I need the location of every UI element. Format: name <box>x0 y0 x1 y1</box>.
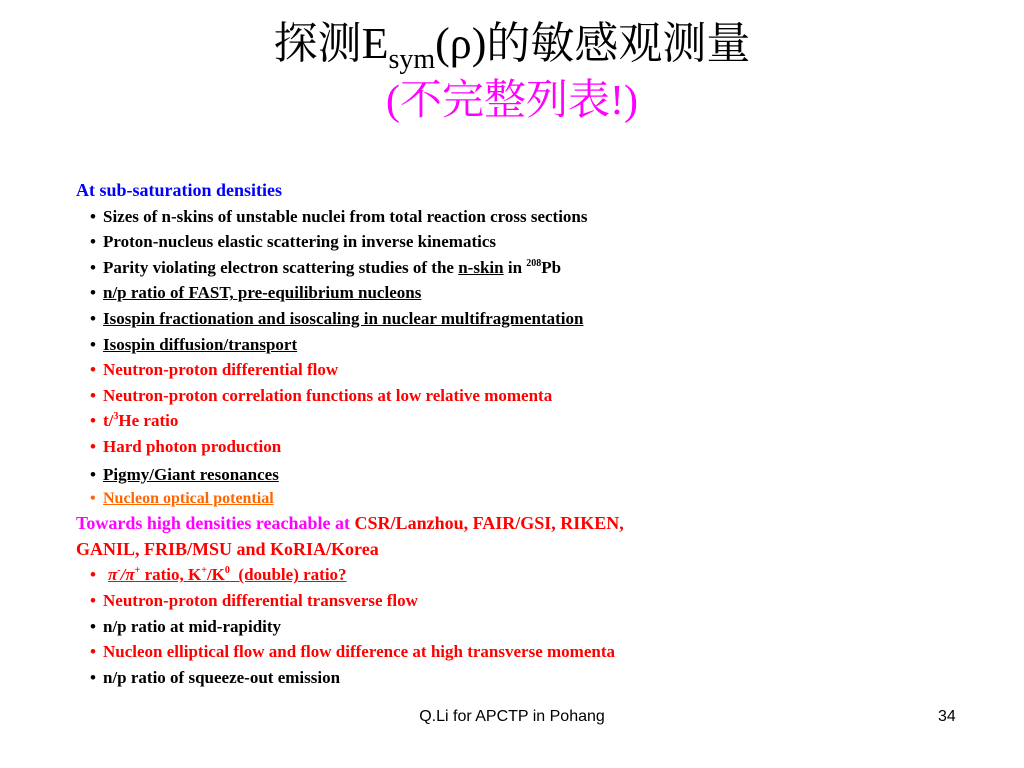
item-text: t/ <box>103 411 114 431</box>
pi-symbol: π <box>108 565 118 585</box>
superscript: + <box>201 565 207 577</box>
slide-subtitle: (不完整列表!) <box>386 78 638 124</box>
superscript: 3 <box>113 411 119 423</box>
list-item <box>76 434 976 460</box>
item-text: Neutron-proton correlation functions at low relative momenta <box>103 385 553 405</box>
item-text: Hard photon production <box>103 436 282 456</box>
list-item <box>76 229 976 255</box>
item-text: Nucleon optical potential <box>103 490 274 508</box>
bullet-icon: • <box>90 206 96 226</box>
bullet-icon: • <box>90 411 96 431</box>
bullet-icon: • <box>90 232 96 252</box>
bullet-icon: • <box>90 360 96 380</box>
item-text: Nucleon elliptical flow and flow difference at high transverse momenta <box>103 642 615 662</box>
superscript: + <box>134 565 141 577</box>
item-text: in <box>503 257 527 277</box>
item-text: Parity violating electron scattering studies of the <box>103 257 454 277</box>
list-item <box>76 614 976 640</box>
list-item <box>76 639 976 665</box>
footer-text: Q.Li for APCTP in Pohang <box>419 708 605 725</box>
superscript: - <box>117 565 121 577</box>
bullet-icon: • <box>90 308 96 328</box>
item-text-underlined: n-skin <box>458 257 504 277</box>
item-text: Proton-nucleus elastic scattering in inverse kinematics <box>103 232 497 252</box>
bullet-icon: • <box>90 616 96 636</box>
item-text: n/p ratio of squeeze-out emission <box>103 667 341 687</box>
item-text: Isospin diffusion/transport <box>103 334 298 354</box>
superscript: 0 <box>224 565 230 577</box>
item-text: n/p ratio of FAST, pre-equilibrium nucleons <box>103 283 422 303</box>
item-text: Pb <box>541 257 562 277</box>
item-text: Neutron-proton differential transverse flow <box>103 590 418 610</box>
item-text: Pigmy/Giant resonances <box>103 464 279 484</box>
item-text: n/p ratio at mid-rapidity <box>103 616 282 636</box>
bullet-icon: • <box>90 283 96 303</box>
bullet-icon: • <box>90 334 96 354</box>
list-item <box>76 462 976 488</box>
bullet-icon: • <box>90 642 96 662</box>
list-item <box>76 588 976 614</box>
superscript: 208 <box>526 257 542 269</box>
list-item <box>76 280 976 306</box>
slide-content <box>76 178 976 690</box>
item-text: Sizes of n-skins of unstable nuclei from total reaction cross sections <box>103 206 588 226</box>
list-item <box>76 332 976 358</box>
list-item <box>76 204 976 230</box>
bullet-icon: • <box>90 436 96 456</box>
section2-heading-cont: GANIL, FRIB/MSU and KoRIA/Korea <box>76 538 379 559</box>
item-text: ratio, K <box>140 565 202 585</box>
list-item <box>76 408 976 434</box>
bullet-icon: • <box>90 565 96 585</box>
page-number: 34 <box>938 708 956 725</box>
list-item <box>76 562 976 588</box>
title-subscript: sym <box>388 44 436 75</box>
item-text: Isospin fractionation and isoscaling in nuclear multifragmentation <box>103 308 584 328</box>
bullet-icon: • <box>90 590 96 610</box>
bullet-icon: • <box>90 667 96 687</box>
item-text: He ratio <box>118 411 179 431</box>
list-item <box>76 255 976 281</box>
list-item <box>76 487 976 511</box>
item-text: Neutron-proton differential flow <box>103 360 339 380</box>
list-item <box>76 383 976 409</box>
list-item <box>76 357 976 383</box>
bullet-icon: • <box>90 257 96 277</box>
pi-symbol: /π <box>120 565 135 585</box>
title-suffix: (ρ)的敏感观测量 <box>435 19 751 68</box>
list-item <box>76 306 976 332</box>
bullet-icon: • <box>90 385 96 405</box>
bullet-icon: • <box>90 490 96 508</box>
section1-heading: At sub-saturation densities <box>76 180 283 200</box>
heading-part: CSR/Lanzhou, FAIR/GSI, RIKEN, <box>354 513 624 534</box>
section2-heading <box>76 511 976 537</box>
item-text-pion <box>103 565 347 584</box>
heading-part: Towards high densities reachable at <box>76 513 355 534</box>
item-text: /K <box>206 565 225 585</box>
title-prefix: 探测E <box>273 19 389 68</box>
item-text: (double) ratio? <box>229 565 347 585</box>
list-item <box>76 665 976 691</box>
bullet-icon: • <box>90 464 96 484</box>
